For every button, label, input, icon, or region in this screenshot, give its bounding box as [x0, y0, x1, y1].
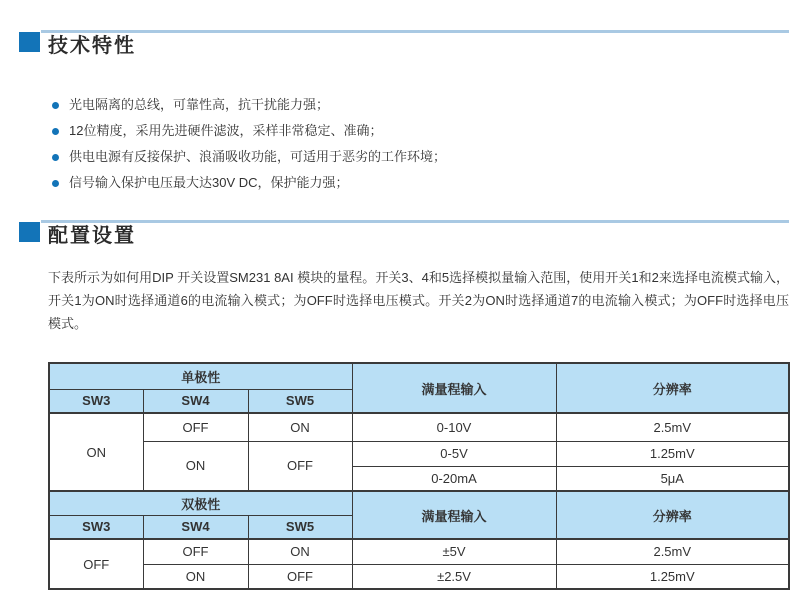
cell-sw3: ON — [49, 413, 143, 491]
cell-input-range: 0-20mA — [352, 466, 556, 491]
cell-sw4: ON — [143, 441, 248, 491]
bullet-dot-icon — [52, 154, 59, 161]
cell-sw5: ON — [248, 413, 352, 441]
feature-text: 12位精度，采用先进硬件滤波，采样非常稳定、准确； — [69, 123, 383, 138]
section-tech-features — [19, 30, 789, 64]
config-table — [48, 362, 790, 590]
feature-text: 信号输入保护电压最大达30V DC，保护能力强； — [69, 175, 349, 190]
cell-sw4: OFF — [143, 413, 248, 441]
cell-input-range: ±5V — [352, 539, 556, 564]
column-header-resolution: 分辨率 — [556, 363, 789, 413]
cell-input-range: 0-5V — [352, 441, 556, 466]
column-header-full-scale-input: 满量程输入 — [352, 491, 556, 539]
column-header-sw3: SW3 — [49, 515, 143, 539]
column-header-sw3: SW3 — [49, 389, 143, 413]
section-rule-line — [41, 30, 789, 33]
bullet-dot-icon — [52, 102, 59, 109]
cell-resolution: 1.25mV — [556, 564, 789, 589]
cell-sw4: ON — [143, 564, 248, 589]
feature-text: 光电隔离的总线，可靠性高，抗干扰能力强； — [69, 97, 330, 112]
group-header-unipolar: 单极性 — [49, 363, 352, 389]
section-marker-square-icon — [19, 32, 40, 52]
column-header-sw5: SW5 — [248, 389, 352, 413]
column-header-full-scale-input: 满量程输入 — [352, 363, 556, 413]
section-title-tech-features: 技术特性 — [48, 35, 136, 57]
table-row — [49, 413, 789, 441]
column-header-sw5: SW5 — [248, 515, 352, 539]
table-row — [49, 564, 789, 589]
section-marker-square-icon — [19, 222, 40, 242]
cell-input-range: ±2.5V — [352, 564, 556, 589]
group-header-bipolar: 双极性 — [49, 491, 352, 515]
table-row — [49, 441, 789, 466]
cell-input-range: 0-10V — [352, 413, 556, 441]
cell-resolution: 2.5mV — [556, 539, 789, 564]
bullet-dot-icon — [52, 128, 59, 135]
list-item — [52, 92, 772, 118]
cell-sw5: OFF — [248, 441, 352, 491]
column-header-sw4: SW4 — [143, 515, 248, 539]
list-item — [52, 118, 772, 144]
config-description: 下表所示为如何用DIP 开关设置SM231 8AI 模块的量程。开关3、4和5选择模拟量输入范围，使用开关1和2来选择电流模式输入，开关1为ON时选择通道6的电流输入模式；为OFF时选择电压模式。开关2为ON时选择通道7的电流输入模式；为OFF时选择电压模式。 — [48, 270, 789, 331]
cell-resolution: 5μA — [556, 466, 789, 491]
list-item — [52, 170, 772, 196]
column-header-resolution: 分辨率 — [556, 491, 789, 539]
cell-sw3: OFF — [49, 539, 143, 589]
table-row — [49, 539, 789, 564]
section-title-config-settings: 配置设置 — [48, 225, 136, 247]
table-row-bipolar-group — [49, 491, 789, 515]
table-row-unipolar-group — [49, 363, 789, 389]
cell-sw4: OFF — [143, 539, 248, 564]
column-header-sw4: SW4 — [143, 389, 248, 413]
section-config-settings — [19, 220, 789, 254]
section-rule-line — [41, 220, 789, 223]
feature-list — [52, 92, 772, 196]
list-item — [52, 144, 772, 170]
feature-text: 供电电源有反接保护、浪涌吸收功能，可适用于恶劣的工作环境； — [69, 149, 447, 164]
cell-sw5: OFF — [248, 564, 352, 589]
cell-resolution: 1.25mV — [556, 441, 789, 466]
cell-sw5: ON — [248, 539, 352, 564]
cell-resolution: 2.5mV — [556, 413, 789, 441]
bullet-dot-icon — [52, 180, 59, 187]
